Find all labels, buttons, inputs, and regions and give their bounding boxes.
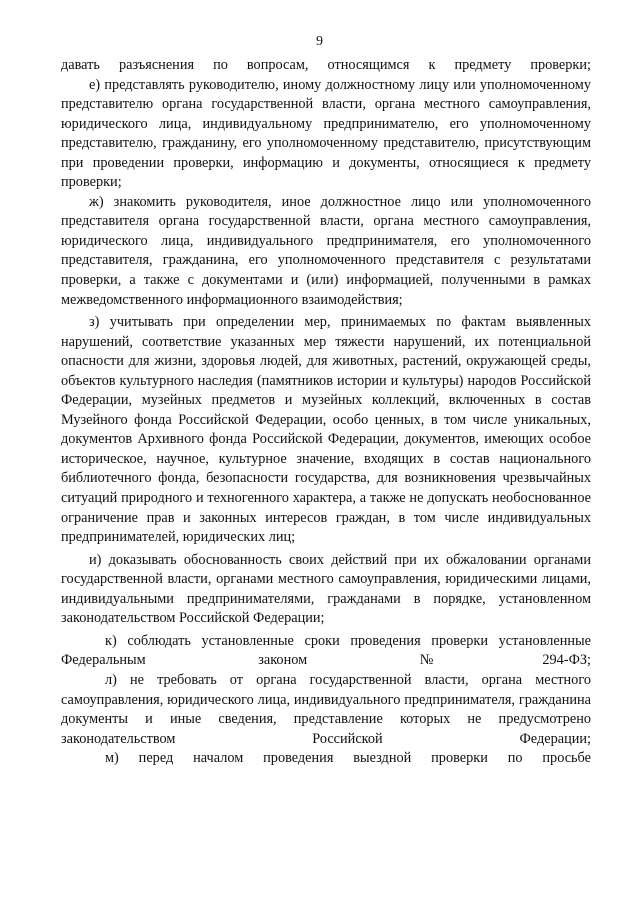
paragraph-z: з) учитывать при определении мер, принимаемых по фактам выявленных нарушений, соответствие указанных мер тяжести нарушений, их потенциальной опасности для жизни, здоровья людей, для животных, растений, окружающей среды, объектов культурного наследия (памятников истории и культуры) народов Российской Федерации, музейных предметов и музейных коллекций, включенных в состав Музейного фонда Российской Федерации, особо ценных, в том числе уникальных, документов Архивного фонда Российской Федерации, документов, имеющих особое историческое, научное, культурное значение, входящих в состав национального библиотечного фонда, безопасности государства, для возникновения чрезвычайных ситуаций природного и техногенного характера, а также не допускать необоснованное ограничение прав и законных интересов граждан, в том числе индивидуальных предпринимателей, юридических лиц; (61, 314, 591, 546)
paragraph-m: м) перед началом проведения выездной проверки по просьбе (105, 750, 591, 767)
paragraph-d-continuation: давать разъяснения по вопросам, относящимся к предмету проверки; (61, 57, 591, 73)
paragraph-e: е) представлять руководителю, иному должностному лицу или уполномоченному представителю органа государственной власти, органа местного самоуправления, юридического лица, индивидуальному предпринимателю, его уполномоченному представителю, гражданину, его уполномоченному представителю, присутствующим при проведении проверки, информацию и документы, относящиеся к предмету проверки; (61, 76, 591, 191)
paragraph-zh: ж) знакомить руководителя, иное должностное лицо или уполномоченного представителя органа государственной власти, органа местного самоуправления, юридического лица, индивидуального предпринимателя, его уполномоченного представителя, гражданина, его уполномоченного представителя с результатами проверки, а также с документами и (или) информацией, полученными в рамках межведомственного информационного взаимодействия; (61, 193, 591, 308)
page-number: 9 (316, 34, 323, 49)
paragraph-k: к) соблюдать установленные сроки проведения проверки установленные Федеральным законом №294-ФЗ; (61, 632, 591, 669)
paragraph-i: и) доказывать обоснованность своих действий при их обжаловании органами государственной власти, органами местного самоуправления, юридическими лицами, индивидуальными предпринимателями, гражданами в порядке, установленном законодательством Российской Федерации; (61, 551, 591, 627)
paragraph-l: л) не требовать от органа государственной власти, органа местного самоуправления, юридического лица, индивидуального предпринимателя, гражданина документы и иные сведения, представление которых не предусмотрено законодательством Российской Федерации; (61, 671, 591, 747)
document-body (61, 56, 591, 769)
